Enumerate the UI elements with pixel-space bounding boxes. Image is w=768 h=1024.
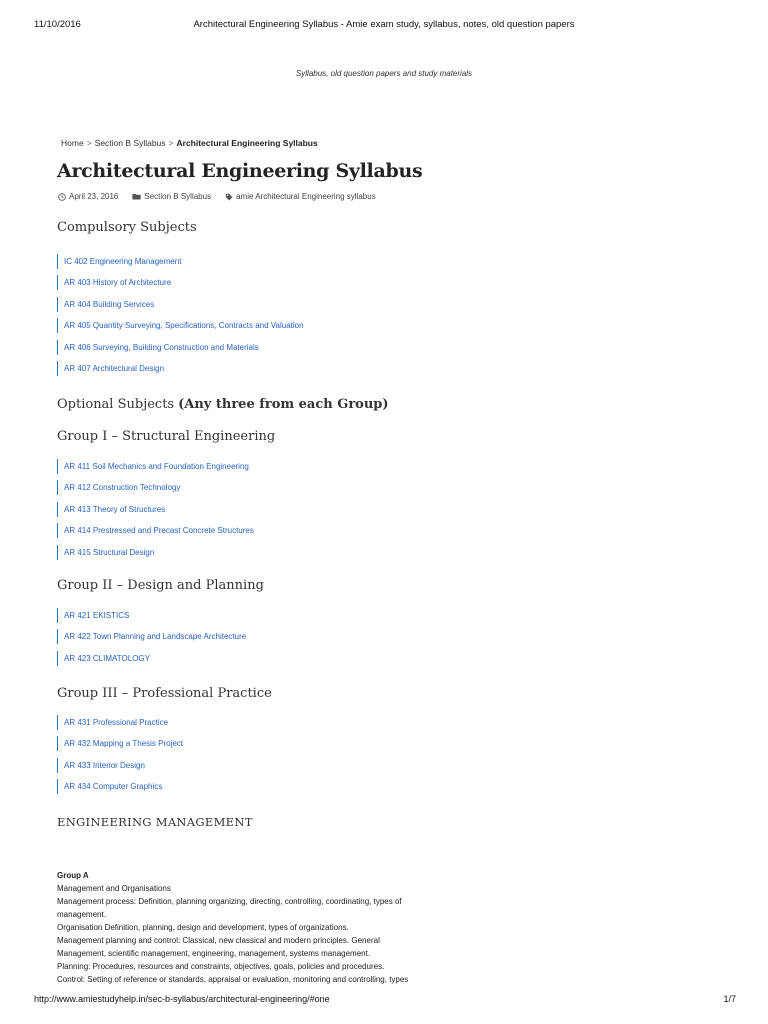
engineering-management-body	[57, 869, 437, 986]
subject-link[interactable]: AR 411 Soil Mechanics and Foundation Engineering	[64, 462, 249, 471]
group2-heading: Group II – Design and Planning	[57, 578, 264, 593]
subject-link[interactable]: AR 434 Computer Graphics	[64, 782, 163, 792]
optional-heading	[57, 397, 389, 412]
body-line: Management planning and control: Classical, new classical and modern principles. General	[57, 936, 380, 945]
subject-link[interactable]: AR 414 Prestressed and Precast Concrete Structures	[64, 526, 254, 536]
subject-link[interactable]: AR 433 Interior Design	[64, 760, 145, 770]
list-item[interactable]	[57, 318, 304, 333]
body-line: management.	[57, 910, 106, 919]
body-line: Management process: Definition, planning organizing, directing, controlling, coordinating, types of	[57, 897, 402, 906]
subject-link[interactable]: AR 423 CLIMATOLOGY	[64, 653, 150, 663]
list-item[interactable]	[57, 715, 183, 730]
list-item[interactable]	[57, 340, 304, 355]
list-item[interactable]	[57, 275, 304, 290]
site-tagline: Syllabus, old question papers and study materials	[295, 69, 473, 78]
breadcrumb-separator: >	[86, 138, 92, 148]
subject-link[interactable]: AR 404 Building Services	[64, 299, 155, 309]
clock-icon	[58, 193, 66, 201]
breadcrumb-current: Architectural Engineering Syllabus	[176, 138, 318, 148]
post-category-text[interactable]: Section B Syllabus	[144, 192, 212, 201]
post-tags-text[interactable]: amie Architectural Engineering syllabus	[236, 192, 376, 201]
list-item[interactable]	[57, 297, 304, 312]
group3-heading: Group III – Professional Practice	[57, 686, 272, 701]
body-line: Control: Setting of reference or standards, appraisal or evaluation, monitoring and controlling, types	[57, 975, 409, 984]
list-item[interactable]	[57, 254, 304, 269]
breadcrumb-separator: >	[168, 138, 174, 148]
list-item[interactable]	[57, 480, 254, 495]
post-date	[58, 192, 118, 201]
group-label: Group A	[57, 871, 89, 880]
list-item[interactable]	[57, 502, 254, 517]
subject-link[interactable]: AR 421 EKISTICS	[64, 611, 130, 620]
group3-list	[57, 715, 183, 801]
optional-note: (Any three from each Group)	[178, 397, 389, 412]
subject-link[interactable]: AR 431 Professional Practice	[64, 718, 169, 727]
post-date-text: April 23, 2016	[69, 192, 119, 201]
body-line: Management, scientific management, engineering, management, systems management.	[57, 949, 371, 958]
compulsory-heading: Compulsory Subjects	[57, 220, 197, 235]
subject-link[interactable]: AR 407 Architectural Design	[64, 363, 165, 373]
list-item[interactable]	[57, 361, 304, 376]
engineering-management-heading: ENGINEERING MANAGEMENT	[57, 815, 253, 829]
breadcrumb-home[interactable]: Home	[61, 138, 84, 148]
print-date: 11/10/2016	[34, 19, 81, 30]
list-item[interactable]	[57, 608, 246, 623]
post-meta	[58, 192, 390, 201]
subject-link[interactable]: AR 412 Construction Technology	[64, 483, 181, 493]
subject-link[interactable]: AR 432 Mapping a Thesis Project	[64, 739, 184, 749]
group1-list	[57, 459, 254, 566]
subject-link[interactable]: AR 413 Theory of Structures	[64, 504, 166, 514]
list-item[interactable]	[57, 758, 183, 773]
tag-icon	[225, 193, 233, 201]
body-line: Planning: Procedures, resources and constraints, objectives, goals, policies and procedures.	[57, 962, 385, 971]
body-line: Organisation Definition, planning, design and development, types of organizations.	[57, 923, 349, 932]
subject-link[interactable]: AR 415 Structural Design	[64, 547, 155, 557]
subject-link[interactable]: AR 405 Quantity Surveying, Specifications, Contracts and Valuation	[64, 321, 304, 331]
print-url: http://www.amiestudyhelp.in/sec-b-syllabus/architectural-engineering/#one	[34, 994, 330, 1004]
page-number: 1/7	[723, 994, 736, 1004]
group1-heading: Group I – Structural Engineering	[57, 429, 276, 444]
group2-list	[57, 608, 246, 672]
folder-icon	[132, 193, 141, 200]
print-footer	[0, 994, 768, 1014]
breadcrumb-section[interactable]: Section B Syllabus	[94, 138, 166, 148]
list-item[interactable]	[57, 545, 254, 560]
list-item[interactable]	[57, 459, 254, 474]
print-header	[0, 0, 768, 40]
list-item[interactable]	[57, 779, 183, 794]
post-category[interactable]	[132, 192, 211, 201]
body-line: Management and Organisations	[57, 884, 171, 893]
list-item[interactable]	[57, 736, 183, 751]
list-item[interactable]	[57, 523, 254, 538]
print-title: Architectural Engineering Syllabus - Amie exam study, syllabus, notes, old question papers	[193, 19, 575, 30]
list-item[interactable]	[57, 651, 246, 666]
post-tags[interactable]	[225, 192, 376, 201]
optional-heading-text: Optional Subjects	[57, 397, 175, 412]
compulsory-list	[57, 254, 304, 382]
subject-link[interactable]: AR 406 Surveying, Building Construction and Materials	[64, 342, 259, 352]
subject-link[interactable]: IC 402 Engineering Management	[64, 257, 182, 266]
list-item[interactable]	[57, 629, 246, 644]
subject-link[interactable]: AR 403 History of Architecture	[64, 278, 172, 288]
subject-link[interactable]: AR 422 Town Planning and Landscape Architecture	[64, 632, 247, 642]
breadcrumb	[61, 138, 318, 148]
page-title: Architectural Engineering Syllabus	[57, 160, 423, 182]
